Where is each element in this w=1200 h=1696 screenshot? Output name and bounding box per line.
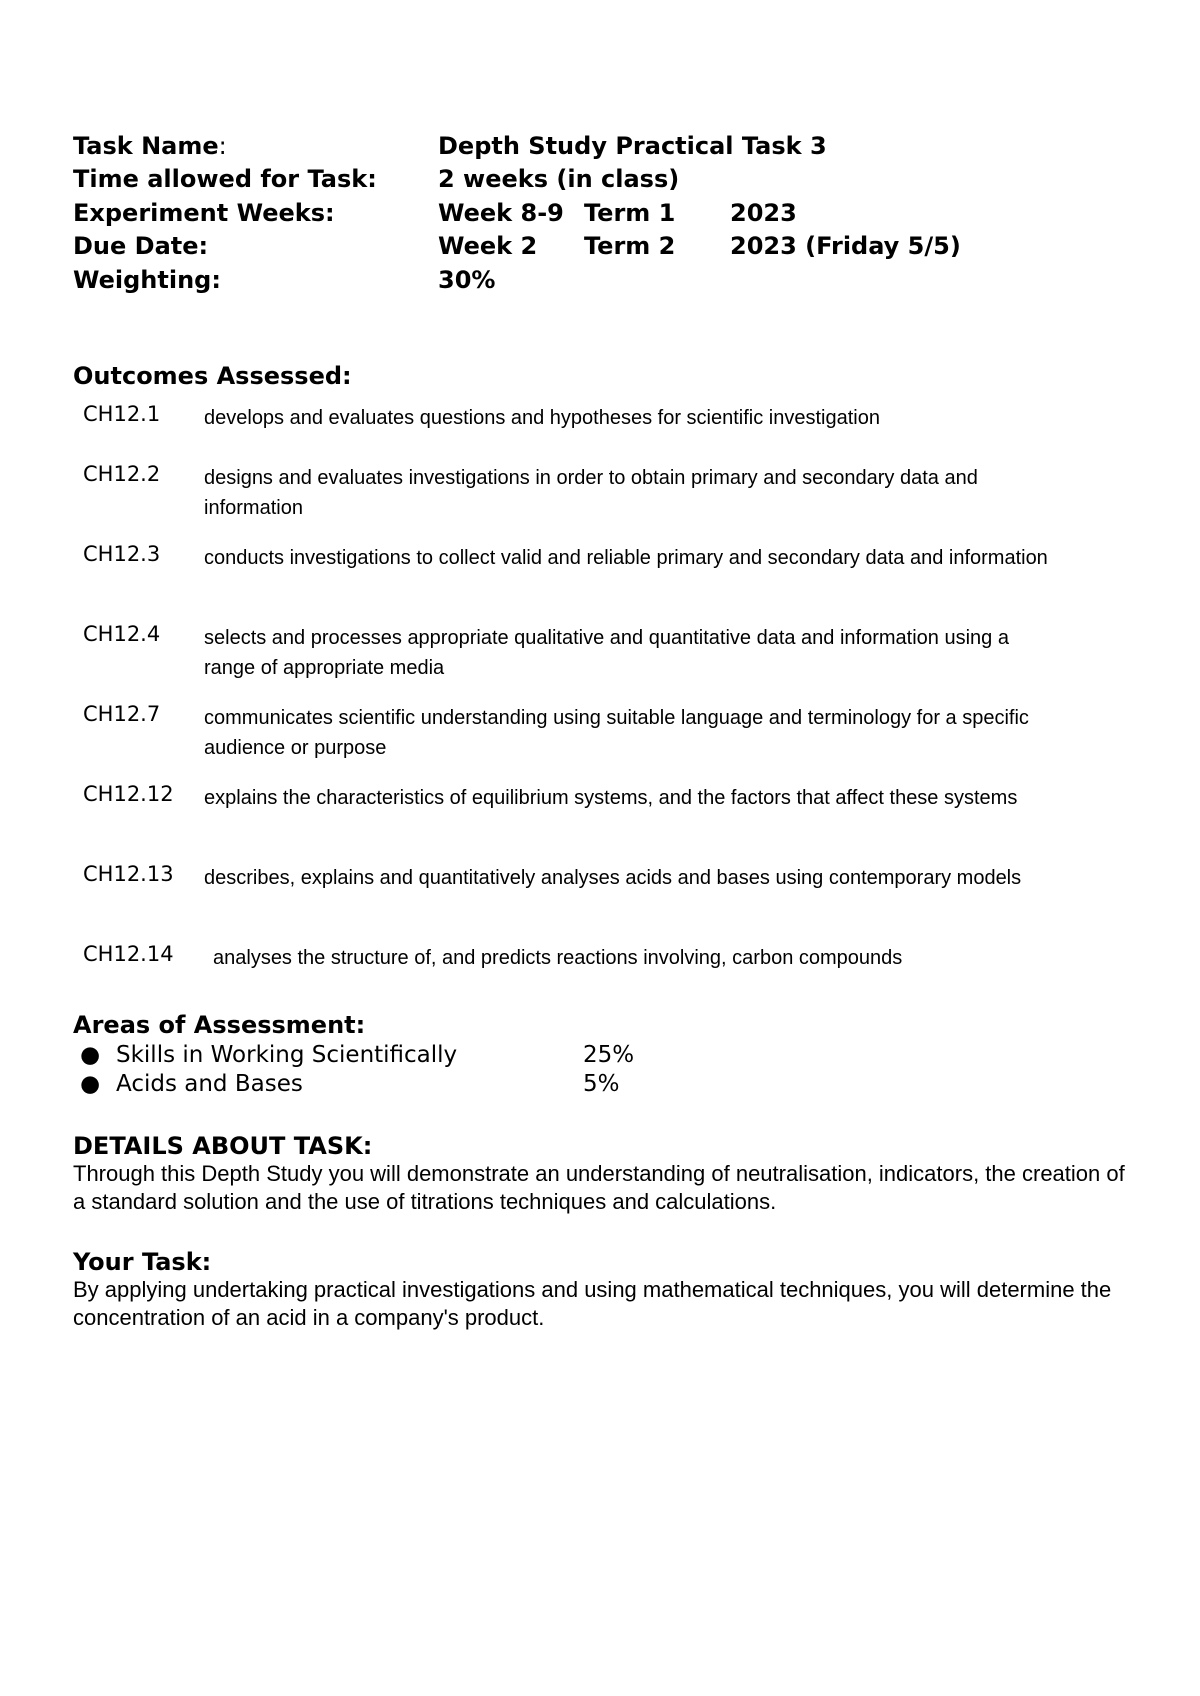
- details-heading: DETAILS ABOUT TASK:: [73, 1132, 373, 1160]
- bullet-icon: ●: [80, 1042, 101, 1068]
- due-week: Week 2: [438, 232, 538, 260]
- due-term: Term 2: [584, 232, 676, 260]
- bullet-icon: ●: [80, 1071, 101, 1097]
- details-text: Through this Depth Study you will demonstrate an understanding of neutralisation, indicators, the creation of a standard solution and the use of titrations techniques and calculations.: [73, 1161, 1125, 1214]
- outcome-text: explains the characteristics of equilibrium systems, and the factors that affect these systems: [204, 787, 1018, 809]
- outcome-text: develops and evaluates questions and hypotheses for scientific investigation: [204, 407, 880, 429]
- outcome-code: CH12.3: [83, 542, 161, 566]
- area-label: Skills in Working Scientifically: [116, 1042, 458, 1068]
- outcomes-heading: Outcomes Assessed:: [73, 362, 352, 390]
- weighting-value: 30%: [438, 266, 496, 294]
- outcome-text: analyses the structure of, and predicts reactions involving, carbon compounds: [213, 947, 903, 969]
- your-task-text: By applying undertaking practical investigations and using mathematical techniques, you will determine the concentration of an acid in a company's product.: [73, 1277, 1112, 1330]
- experiment-weeks-label: Experiment Weeks:: [73, 199, 335, 227]
- outcome-text: conducts investigations to collect valid and reliable primary and secondary data and information: [204, 547, 1048, 569]
- outcome-code: CH12.7: [83, 702, 161, 726]
- area-percent: 25%: [583, 1042, 635, 1068]
- task-name-value: Depth Study Practical Task 3: [438, 132, 827, 160]
- weighting-label: Weighting:: [73, 266, 221, 294]
- outcome-code: CH12.1: [83, 402, 161, 426]
- outcome-code: CH12.13: [83, 862, 174, 886]
- experiment-term: Term 1: [584, 199, 676, 227]
- experiment-week: Week 8-9: [438, 199, 564, 227]
- outcome-text: communicates scientific understanding using suitable language and terminology for a specific audience or purpose: [204, 707, 1029, 759]
- areas-heading: Areas of Assessment:: [73, 1011, 366, 1039]
- your-task-heading: Your Task:: [73, 1248, 212, 1276]
- due-date-label: Due Date:: [73, 232, 209, 260]
- area-label: Acids and Bases: [116, 1071, 303, 1097]
- outcome-code: CH12.12: [83, 782, 174, 806]
- task-name-label: Task Name:: [73, 132, 227, 160]
- outcome-text: describes, explains and quantitatively analyses acids and bases using contemporary models: [204, 867, 1022, 889]
- due-year: 2023 (Friday 5/5): [730, 232, 961, 260]
- outcome-code: CH12.2: [83, 462, 161, 486]
- outcome-code: CH12.4: [83, 622, 161, 646]
- outcome-text: selects and processes appropriate qualitative and quantitative data and information using a range of appropriate media: [204, 627, 1009, 679]
- area-percent: 5%: [583, 1071, 620, 1097]
- outcome-code: CH12.14: [83, 942, 174, 966]
- time-allowed-label: Time allowed for Task:: [73, 165, 377, 193]
- outcome-text: designs and evaluates investigations in order to obtain primary and secondary data and information: [204, 467, 978, 519]
- time-allowed-value: 2 weeks (in class): [438, 165, 680, 193]
- experiment-year: 2023: [730, 199, 797, 227]
